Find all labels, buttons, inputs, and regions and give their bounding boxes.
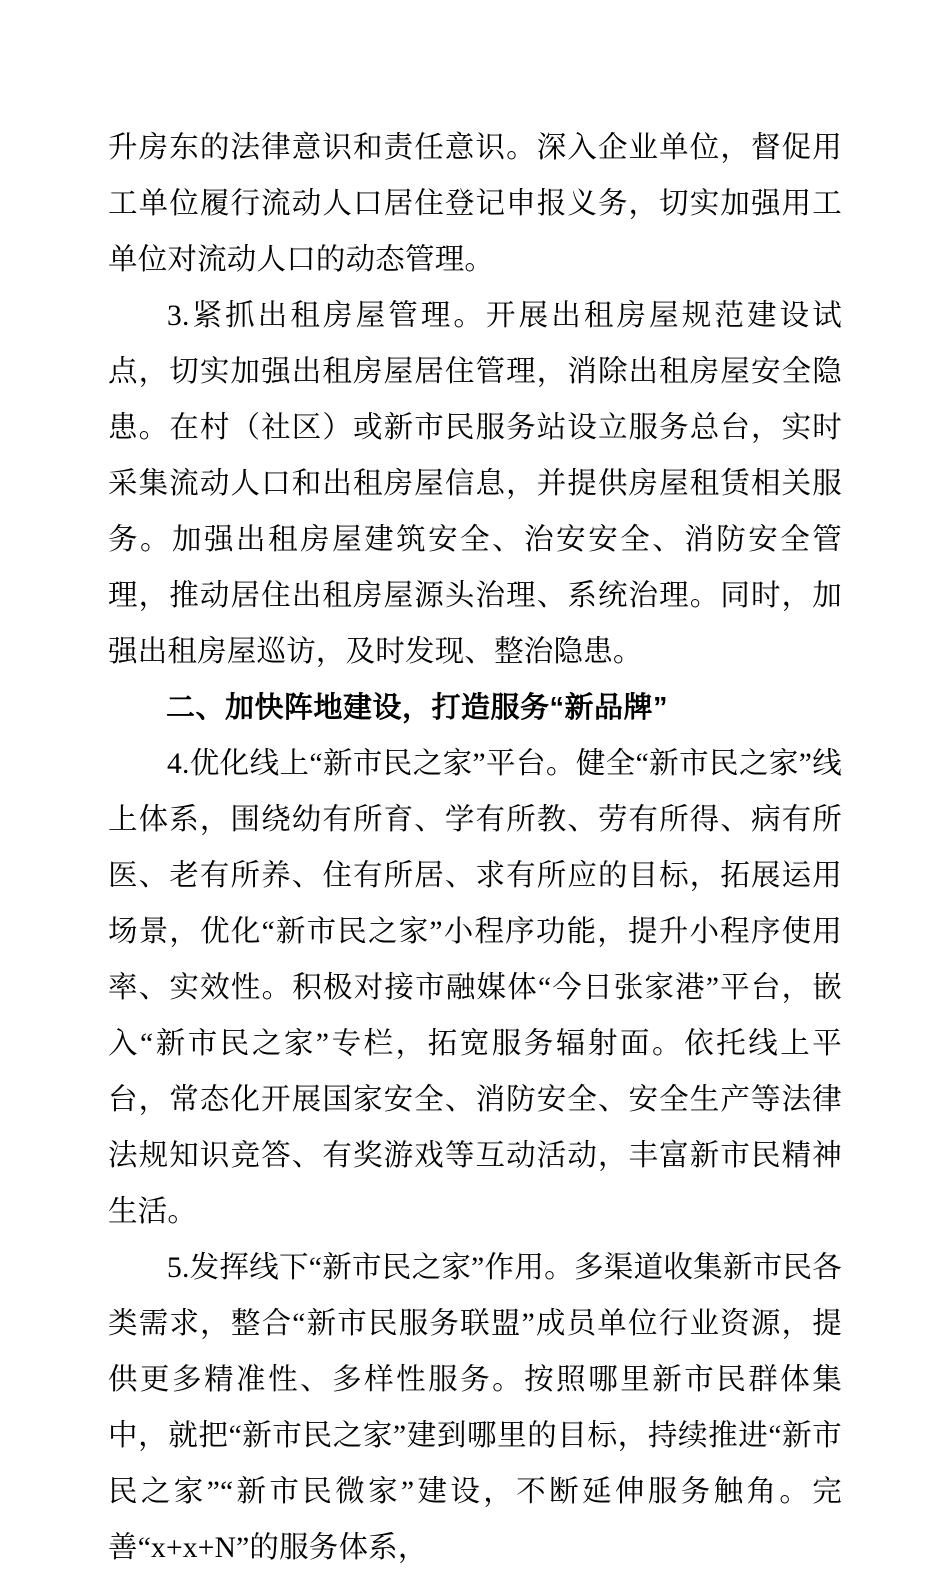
paragraph-item-5: 5.发挥线下“新市民之家”作用。多渠道收集新市民各类需求，整合“新市民服务联盟”成员单位行业资源，提供更多精准性、多样性服务。按照哪里新市民群体集中，就把“新市民之家”建到哪里的目标，持续推进“新市民之家”“新市民微家”建设，不断延伸服务触角。完善“x+x+N”的服务体系， [108,1252,842,1564]
paragraph-item-4: 4.优化线上“新市民之家”平台。健全“新市民之家”线上体系，围绕幼有所育、学有所教、劳有所得、病有所医、老有所养、住有所居、求有所应的目标，拓展运用场景，优化“新市民之家”小程序功能，提升小程序使用率、实效性。积极对接市融媒体“今日张家港”平台，嵌入“新市民之家”专栏，拓宽服务辐射面。依托线上平台，常态化开展国家安全、消防安全、安全生产等法律法规知识竞答、有奖游戏等互动活动，丰富新市民精神生活。 [108,748,842,1228]
document-body [108,120,842,1576]
paragraph-continued: 升房东的法律意识和责任意识。深入企业单位，督促用工单位履行流动人口居住登记申报义务，切实加强用工单位对流动人口的动态管理。 [108,132,842,276]
paragraph-item-3: 3.紧抓出租房屋管理。开展出租房屋规范建设试点，切实加强出租房屋居住管理，消除出租房屋安全隐患。在村（社区）或新市民服务站设立服务总台，实时采集流动人口和出租房屋信息，并提供房屋租赁相关服务。加强出租房屋建筑安全、治安安全、消防安全管理，推动居住出租房屋源头治理、系统治理。同时，加强出租房屋巡访，及时发现、整治隐患。 [108,300,842,668]
section-heading-2: 二、加快阵地建设，打造服务“新品牌” [166,692,669,724]
